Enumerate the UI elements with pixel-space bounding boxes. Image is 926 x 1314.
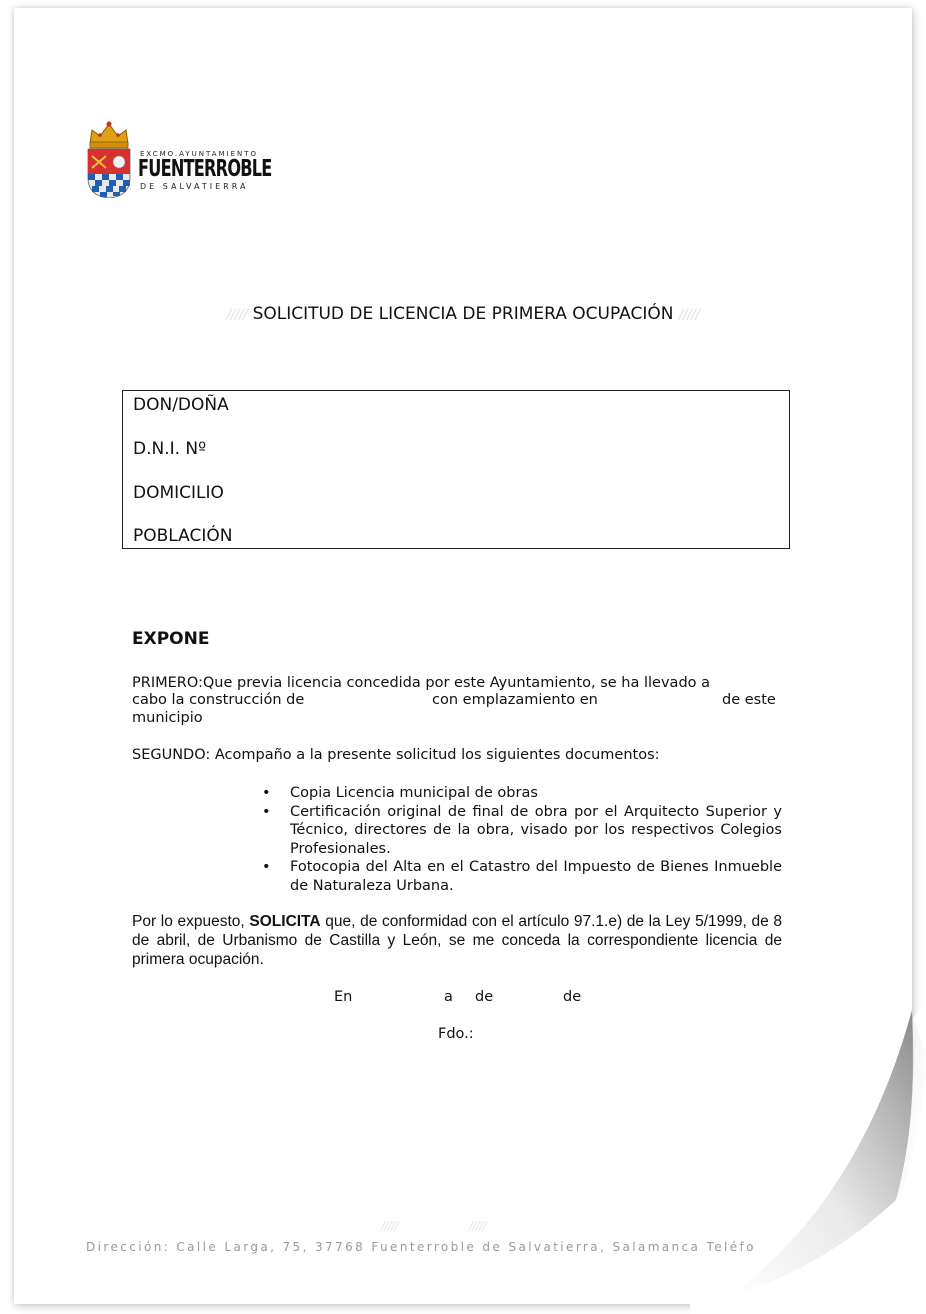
title-decoration-left: /////: [226, 307, 248, 323]
expone-heading: EXPONE: [132, 629, 210, 649]
bullet-icon: •: [262, 859, 271, 875]
document-item-3: Fotocopia del Alta en el Catastro del Impuesto de Bienes Inmueble de Naturaleza Urbana.: [290, 859, 782, 894]
date-a: a: [444, 989, 453, 1005]
primero-municipio: municipio: [132, 710, 203, 726]
bullet-icon: •: [262, 803, 271, 820]
solicita-paragraph: [132, 912, 782, 969]
field-domicilio: DOMICILIO: [133, 483, 224, 503]
date-de-2: de: [563, 989, 582, 1005]
primero-construccion: cabo la construcción de: [132, 692, 305, 708]
solicita-bold: SOLICITA: [249, 913, 321, 930]
list-item: [262, 803, 782, 859]
segundo-line: SEGUNDO: Acompaño a la presente solicitud los siguientes documentos:: [132, 747, 660, 763]
field-don-dona: DON/DOÑA: [133, 395, 229, 415]
footer-address: Dirección: Calle Larga, 75, 37768 Fuenterroble de Salvatierra, Salamanca Teléfo: [86, 1240, 756, 1254]
title-decoration-right: /////: [678, 307, 700, 323]
document-title: SOLICITUD DE LICENCIA DE PRIMERA OCUPACIÓN: [252, 304, 674, 324]
bullet-icon: •: [262, 785, 271, 801]
primero-de-este: de este: [722, 692, 776, 708]
footer-decoration-right: /////: [469, 1219, 486, 1233]
applicant-data-box: [122, 390, 790, 549]
footer-decoration-left: /////: [381, 1219, 398, 1233]
signature-label: Fdo.:: [438, 1026, 474, 1042]
primero-line1: PRIMERO:Que previa licencia concedida por este Ayuntamiento, se ha llevado a: [132, 675, 711, 691]
solicita-pre: Por lo expuesto,: [132, 913, 250, 930]
page-curl-shadow: [690, 1000, 926, 1314]
date-de-1: de: [475, 989, 494, 1005]
field-poblacion: POBLACIÓN: [133, 526, 233, 546]
place-en: En: [334, 989, 353, 1005]
primero-emplazamiento: con emplazamiento en: [432, 692, 598, 708]
logo-line3: DE SALVATIERRA: [140, 182, 249, 191]
logo-line1: EXCMO.AYUNTAMIENTO: [140, 150, 259, 158]
coat-of-arms-icon: [84, 118, 134, 198]
field-dni: D.N.I. Nº: [133, 439, 207, 459]
documents-list: [262, 784, 782, 895]
document-item-2: Certificación original de final de obra por el Arquitecto Superior y Técnico, directores de la obra, visado por los respectivos Colegios Profesionales.: [290, 803, 782, 857]
solicita-post: que, de conformidad con el artículo 97.1.e) de la Ley 5/1999, de 8 de abril, de Urbanismo de Castilla y León, se me conceda la correspondiente licencia de primera ocupación.: [132, 913, 782, 968]
municipality-logo: [84, 118, 284, 198]
list-item: [262, 858, 782, 895]
logo-name: FUENTERROBLE: [138, 156, 272, 182]
document-item-1: Copia Licencia municipal de obras: [290, 785, 538, 801]
list-item: [262, 784, 782, 803]
document-title-row: [14, 304, 912, 324]
